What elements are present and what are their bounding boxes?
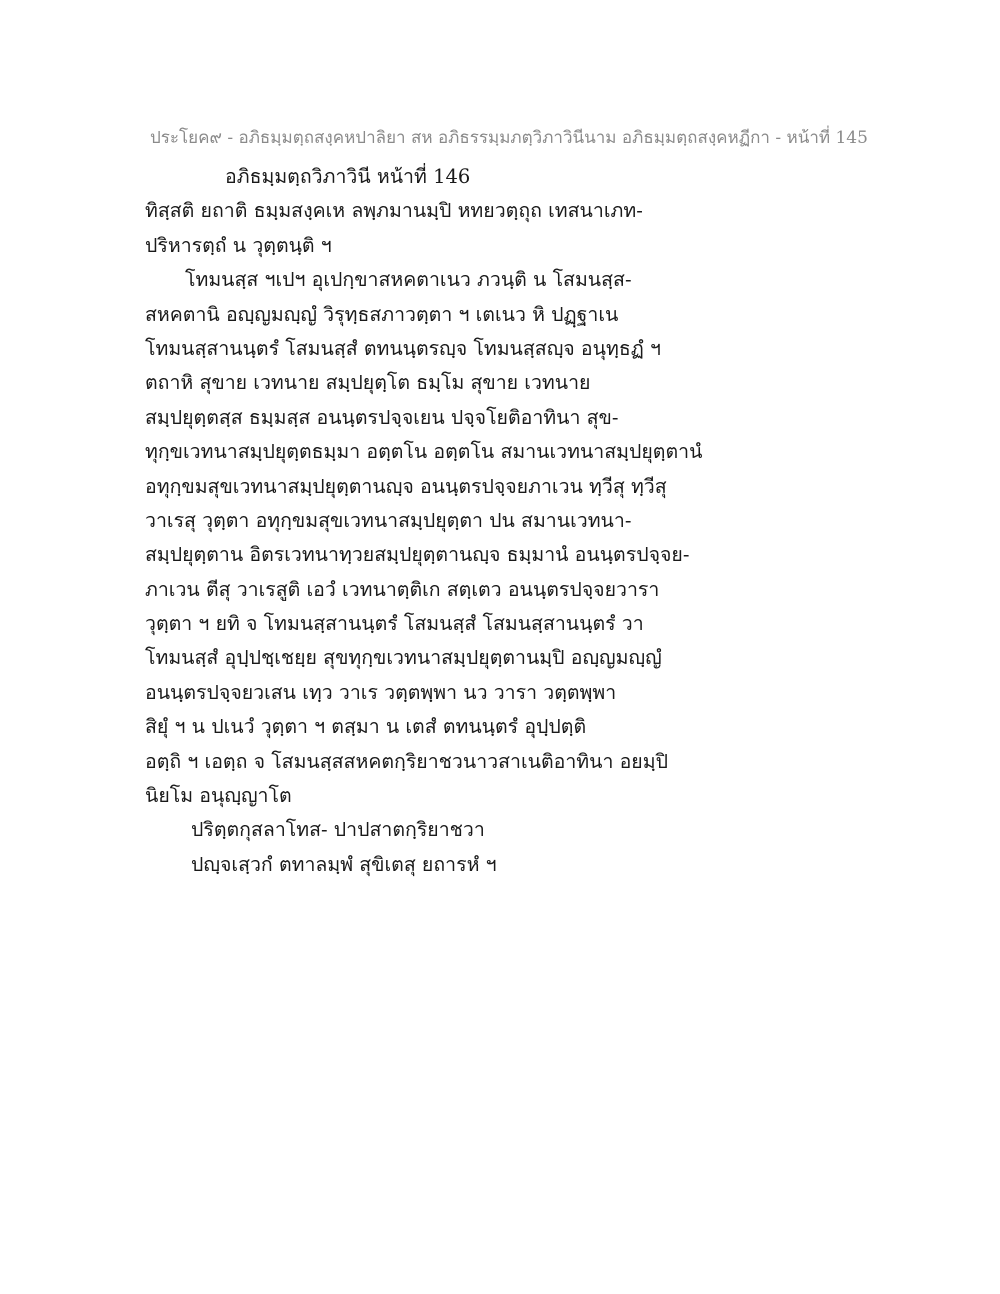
verse-line: ปริตฺตกุสลาโทส- ปาปสาตกฺริยาชวา: [191, 818, 485, 842]
body-text: [145, 160, 865, 882]
text-line: ทุกฺขเวทนาสมฺปยุตฺตธมฺมา อตฺตโน อตฺตโน สมานเวทนาสมฺปยุตฺตานํ: [145, 440, 703, 464]
page-title: อภิธมฺมตฺถวิภาวินี หน้าที่ 146: [225, 165, 471, 188]
text-line: ภาเวน ตีสุ วาเรสูติ เอวํ เวทนาตฺติเก สตฺเตว อนนฺตรปจฺจยวารา: [145, 577, 660, 601]
text-line: นิยโม อนุญฺญาโต: [145, 784, 292, 808]
verse-line: ปญฺจเสฺวกํ ตทาลมฺพํ สุขิเตสุ ยถารหํ ฯ: [191, 852, 497, 876]
text-line: สหคตานิ อญฺญมญฺญํ วิรุทฺธสภาวตฺตา ฯ เตเนว หิ ปฏฺฐาเน: [145, 302, 619, 326]
text-line: อนนฺตรปจฺจยวเสน เทฺว วาเร วตฺตพฺพา นว วารา วตฺตพฺพา: [145, 680, 617, 704]
text-line: โทมนสฺสํ อุปฺปชฺเชยฺย สุขทุกฺขเวทนาสมฺปยุตฺตานมฺปิ อญฺญมญฺญํ: [145, 646, 662, 670]
text-line: ทิสฺสติ ยถาติ ธมฺมสงฺคเห ลพฺภมานมฺปิ หทยวตฺถุถ เทสนาเภท-: [145, 199, 643, 223]
text-line: โทมนสฺส ฯเปฯ อุเปกฺขาสหคตาเนว ภวนฺติ น โสมนสฺส-: [185, 268, 632, 292]
text-line: อตฺถิ ฯ เอตฺถ จ โสมนสฺสสหคตกฺริยาชวนาวสาเนติอาทินา อยมฺปิ: [145, 749, 668, 773]
text-line: สิยุํ ฯ น ปเนวํ วุตฺตา ฯ ตสฺมา น เตสํ ตทนนฺตรํ อุปฺปตฺติ: [145, 715, 587, 739]
text-line: ปริหารตฺถํ น วุตฺตนฺติ ฯ: [145, 233, 332, 257]
text-line: ตถาหิ สุขาย เวทนาย สมฺปยุตฺโต ธมฺโม สุขาย เวทนาย: [145, 371, 591, 395]
text-line: โทมนสฺสานนฺตรํ โสมนสฺสํ ตทนนฺตรญฺจ โทมนสฺสญฺจ อนุทฺธฏํ ฯ: [145, 336, 661, 360]
text-line: วาเรสุ วุตฺตา อทุกฺขมสุขเวทนาสมฺปยุตฺตา ปน สมานเวทนา-: [145, 508, 632, 532]
text-line: สมฺปยุตฺตาน อิตรเวทนาทฺวยสมฺปยุตฺตานญฺจ ธมฺมานํ อนนฺตรปจฺจย-: [145, 543, 690, 567]
text-line: อทุกฺขมสุขเวทนาสมฺปยุตฺตานญฺจ อนนฺตรปจฺจยภาเวน ทฺวีสุ ทฺวีสุ: [145, 474, 667, 498]
text-line: วุตฺตา ฯ ยทิ จ โทมนสฺสานนฺตรํ โสมนสฺสํ โสมนสฺสานนฺตรํ วา: [145, 612, 644, 636]
text-line: สมฺปยุตฺตสฺส ธมฺมสฺส อนนฺตรปจฺจเยน ปจฺจโยติอาทินา สุข-: [145, 405, 619, 429]
running-header: ประโยค๙ - อภิธมฺมตฺถสงฺคหปาลิยา สห อภิธรรมฺมภตฺวิภาวินีนาม อภิธมฺมตฺถสงฺคหฏีกา - หน้าที่ 145: [150, 128, 868, 148]
